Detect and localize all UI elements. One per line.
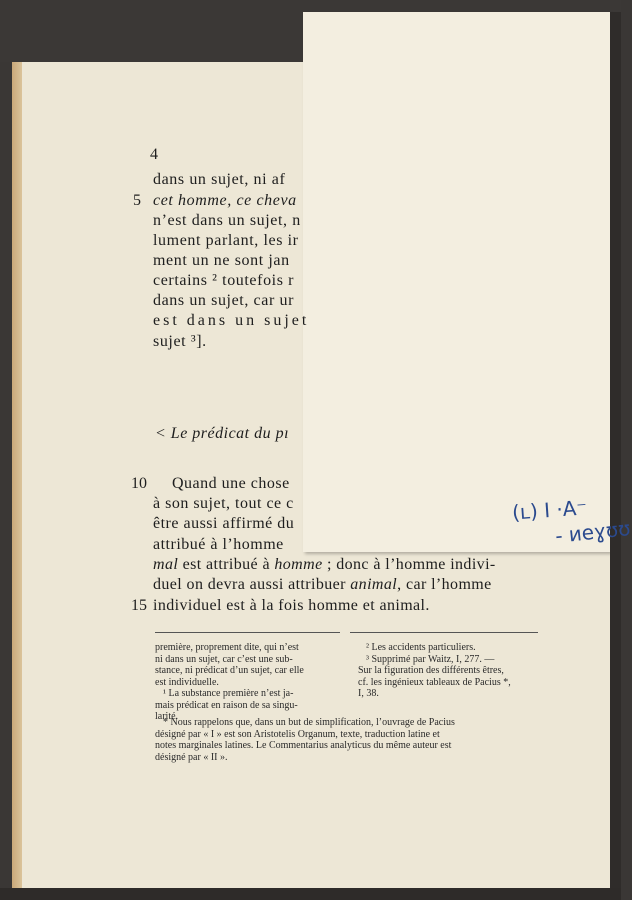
footnote-line: notes marginales latines. Le Commentarius analyticus du même auteur est — [155, 740, 452, 751]
line-number-15: 15 — [131, 597, 147, 614]
handwritten-note: - ᴎеɣʊʊ — [553, 516, 632, 548]
page-number: 4 — [150, 146, 158, 163]
text-fragment: animal — [350, 576, 398, 593]
text-line: est dans un sujet — [153, 312, 310, 329]
footnote-rule — [350, 632, 538, 633]
footnote-line: ni dans un sujet, car c’est une sub- — [155, 653, 293, 665]
footnotes-right — [358, 642, 543, 700]
text-fragment: , car l’homme — [397, 576, 492, 593]
footnotes-left — [155, 642, 345, 723]
footnote-line: ³ Supprimé par Waitz, I, 277. — — [366, 653, 495, 665]
dark-margin — [610, 12, 621, 888]
footnote-line: Sur la figuration des différents êtres, — [358, 665, 504, 676]
text-line: dans un sujet, ni af — [153, 171, 286, 188]
footnote-line: ¹ La substance première n’est ja- — [163, 688, 294, 699]
dark-backdrop-bottom — [0, 888, 621, 900]
text-line: attribué à l’homme — [153, 536, 284, 553]
text-fragment: homme — [274, 556, 323, 573]
footnote-line: ² Les accidents particuliers. — [366, 642, 476, 653]
footnote-line: * Nous rappelons que, dans un but de simplification, l’ouvrage de Pacius — [163, 717, 455, 728]
text-line: à son sujet, tout ce c — [153, 495, 294, 512]
text-fragment: est attribué à — [178, 556, 275, 573]
footnote-rule — [155, 632, 340, 633]
text-line: être aussi affirmé du — [153, 515, 295, 532]
text-line: Quand une chose — [172, 475, 290, 492]
footnote-line: désigné par « II ». — [155, 751, 228, 763]
text-fragment: duel on devra aussi attribuer — [153, 576, 351, 593]
line-number-10: 10 — [131, 475, 147, 492]
footnote-line: stance, ni prédicat d’un sujet, car elle — [155, 665, 304, 676]
footnote-star — [155, 717, 541, 763]
footnote-line: est individuelle. — [155, 676, 219, 688]
footnote-line: cf. les ingénieux tableaux de Pacius *, — [358, 676, 511, 688]
text-line — [153, 556, 496, 574]
footnote-line: désigné par « I » est son Aristotelis Organum, texte, traduction latine et — [155, 728, 440, 740]
text-line: ment un ne sont jan — [153, 252, 290, 269]
inserted-sheet — [303, 12, 610, 552]
footnote-line: larité. — [155, 711, 179, 722]
text-line: lument parlant, les ir — [153, 232, 299, 249]
text-fragment: mal — [153, 556, 179, 573]
text-line: sujet ³]. — [153, 333, 207, 350]
footnote-line: I, 38. — [358, 688, 379, 699]
section-heading: < Le prédicat du pı — [155, 425, 290, 442]
text-line: individuel est à la fois homme et animal. — [153, 597, 430, 614]
handwritten-note: (ʟ) I ·A⁻ — [511, 495, 588, 525]
text-fragment: ; donc à l’homme indivi- — [322, 556, 496, 573]
text-line — [153, 576, 492, 594]
text-line: n’est dans un sujet, n — [153, 212, 301, 229]
line-number-5: 5 — [133, 192, 141, 209]
footnote-line: mais prédicat en raison de sa singu- — [155, 699, 298, 711]
text-line: certains ² toutefois r — [153, 272, 295, 289]
text-line: dans un sujet, car ur — [153, 292, 295, 309]
footnote-line: première, proprement dite, qui n’est — [155, 642, 299, 653]
text-line: cet homme, ce cheva — [153, 192, 297, 209]
